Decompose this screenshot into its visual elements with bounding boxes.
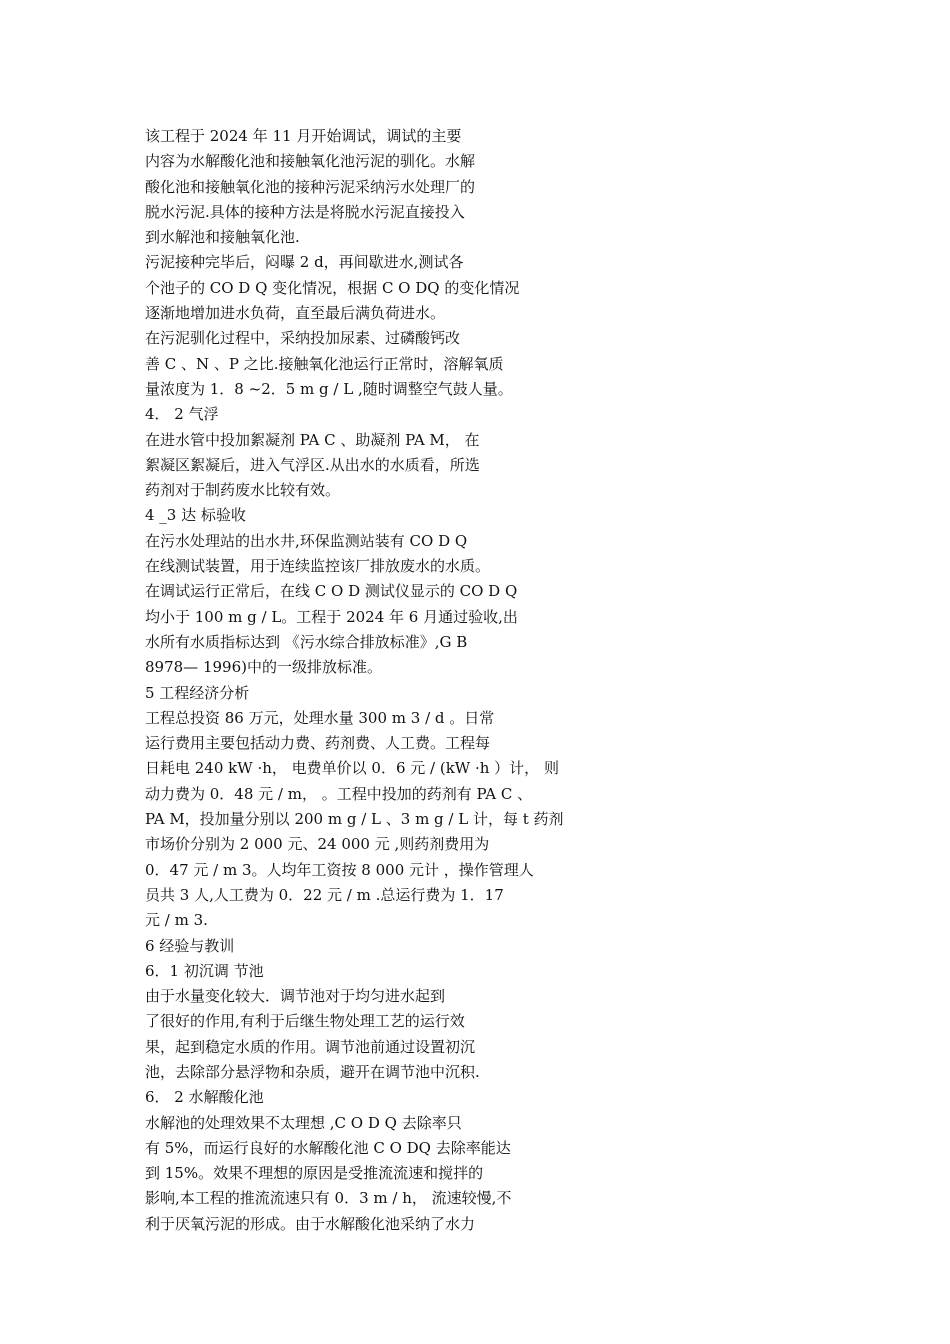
text-line: 脱水污泥.具体的接种方法是将脱水污泥直接投入 xyxy=(145,202,465,221)
text-line: 该工程于 2024 年 11 月开始调试，调试的主要 xyxy=(145,127,462,145)
text-line: 内容为水解酸化池和接触氧化池污泥的驯化。水解 xyxy=(145,152,476,171)
text-line: 0．47 元 / m 3。人均年工资按 8 000 元计 ，操作管理人 xyxy=(145,860,534,879)
text-line: 由于水量变化较大．调节池对于均匀进水起到 xyxy=(145,987,446,1006)
text-line: 在污水处理站的出水井,环保监测站装有 CO D Q xyxy=(145,531,468,550)
text-line: 工程总投资 86 万元，处理水量 300 m 3 / d 。日常 xyxy=(145,708,495,727)
text-line: 8978— 1996)中的一级排放标准。 xyxy=(145,658,382,677)
text-line: 5 工程经济分析 xyxy=(145,683,250,702)
text-line: 元 / m 3. xyxy=(145,911,208,930)
text-line: 6．1 初沉调 节池 xyxy=(145,961,264,980)
text-line: PA M，投加量分别以 200 m g / L 、3 m g / L 计，每 t 药剂 xyxy=(145,810,564,829)
text-line: 影响,本工程的推流流速只有 0．3 m / h， 流速较慢,不 xyxy=(145,1189,512,1208)
text-line: 动力费为 0．48 元 / m， 。工程中投加的药剂有 PA C 、 xyxy=(145,784,533,803)
text-line: 到水解池和接触氧化池. xyxy=(145,228,300,247)
document-body xyxy=(145,124,805,1237)
text-line: 在调试运行正常后，在线 C O D 测试仪显示的 CO D Q xyxy=(145,582,518,601)
text-line: 水解池的处理效果不太理想 ,C O D Q 去除率只 xyxy=(145,1113,462,1132)
text-line: 运行费用主要包括动力费、药剂费、人工费。工程每 xyxy=(145,734,491,753)
text-line: 个池子的 CO D Q 变化情况，根据 C O DQ 的变化情况 xyxy=(145,278,520,297)
text-line: 4． 2 气浮 xyxy=(145,405,219,424)
text-line: 絮凝区絮凝后，进入气浮区.从出水的水质看，所选 xyxy=(145,455,480,474)
text-line: 6 经验与教训 xyxy=(145,936,235,955)
text-line: 逐渐地增加进水负荷，直至最后满负荷进水。 xyxy=(145,304,446,323)
text-line: 6． 2 水解酸化池 xyxy=(145,1088,264,1107)
text-line: 池，去除部分悬浮物和杂质，避开在调节池中沉积. xyxy=(145,1062,480,1081)
text-line: 果，起到稳定水质的作用。调节池前通过设置初沉 xyxy=(145,1037,476,1056)
text-line: 了很好的作用,有利于后继生物处理工艺的运行效 xyxy=(145,1012,465,1031)
text-line: 在污泥驯化过程中，采纳投加尿素、过磷酸钙改 xyxy=(145,329,461,348)
text-line: 酸化池和接触氧化池的接种污泥采纳污水处理厂的 xyxy=(145,177,476,196)
text-line: 有 5%，而运行良好的水解酸化池 C O DQ 去除率能达 xyxy=(145,1138,511,1157)
text-line: 在进水管中投加絮凝剂 PA C 、助凝剂 PA M， 在 xyxy=(145,430,480,449)
text-line: 在线测试装置，用于连续监控该厂排放废水的水质。 xyxy=(145,557,491,576)
text-line: 到 15%。效果不理想的原因是受推流流速和搅拌的 xyxy=(145,1164,484,1183)
text-line: 均小于 100 m g / L。工程于 2024 年 6 月通过验收,出 xyxy=(145,607,518,626)
text-line: 水所有水质指标达到 《污水综合排放标准》,G B xyxy=(145,632,468,651)
text-line: 日耗电 240 kW ·h， 电费单价以 0．6 元 / (kW ·h ）计， 则 xyxy=(145,759,559,778)
text-line: 市场价分别为 2 000 元、24 000 元 ,则药剂费用为 xyxy=(145,835,490,854)
text-line: 污泥接种完毕后，闷曝 2 d，再间歇进水,测试各 xyxy=(145,253,464,272)
text-line: 员共 3 人,人工费为 0．22 元 / m .总运行费为 1．17 xyxy=(145,885,504,904)
text-line: 药剂对于制药废水比较有效。 xyxy=(145,481,341,500)
text-line: 量浓度为 1．8 ~2．5 m g / L ,随时调整空气鼓人量。 xyxy=(145,379,513,398)
text-line: 善 C 、N 、P 之比.接触氧化池运行正常时，溶解氧质 xyxy=(145,354,504,373)
text-line: 4 _3 达 标验收 xyxy=(145,506,246,525)
text-line: 利于厌氧污泥的形成。由于水解酸化池采纳了水力 xyxy=(145,1214,476,1233)
